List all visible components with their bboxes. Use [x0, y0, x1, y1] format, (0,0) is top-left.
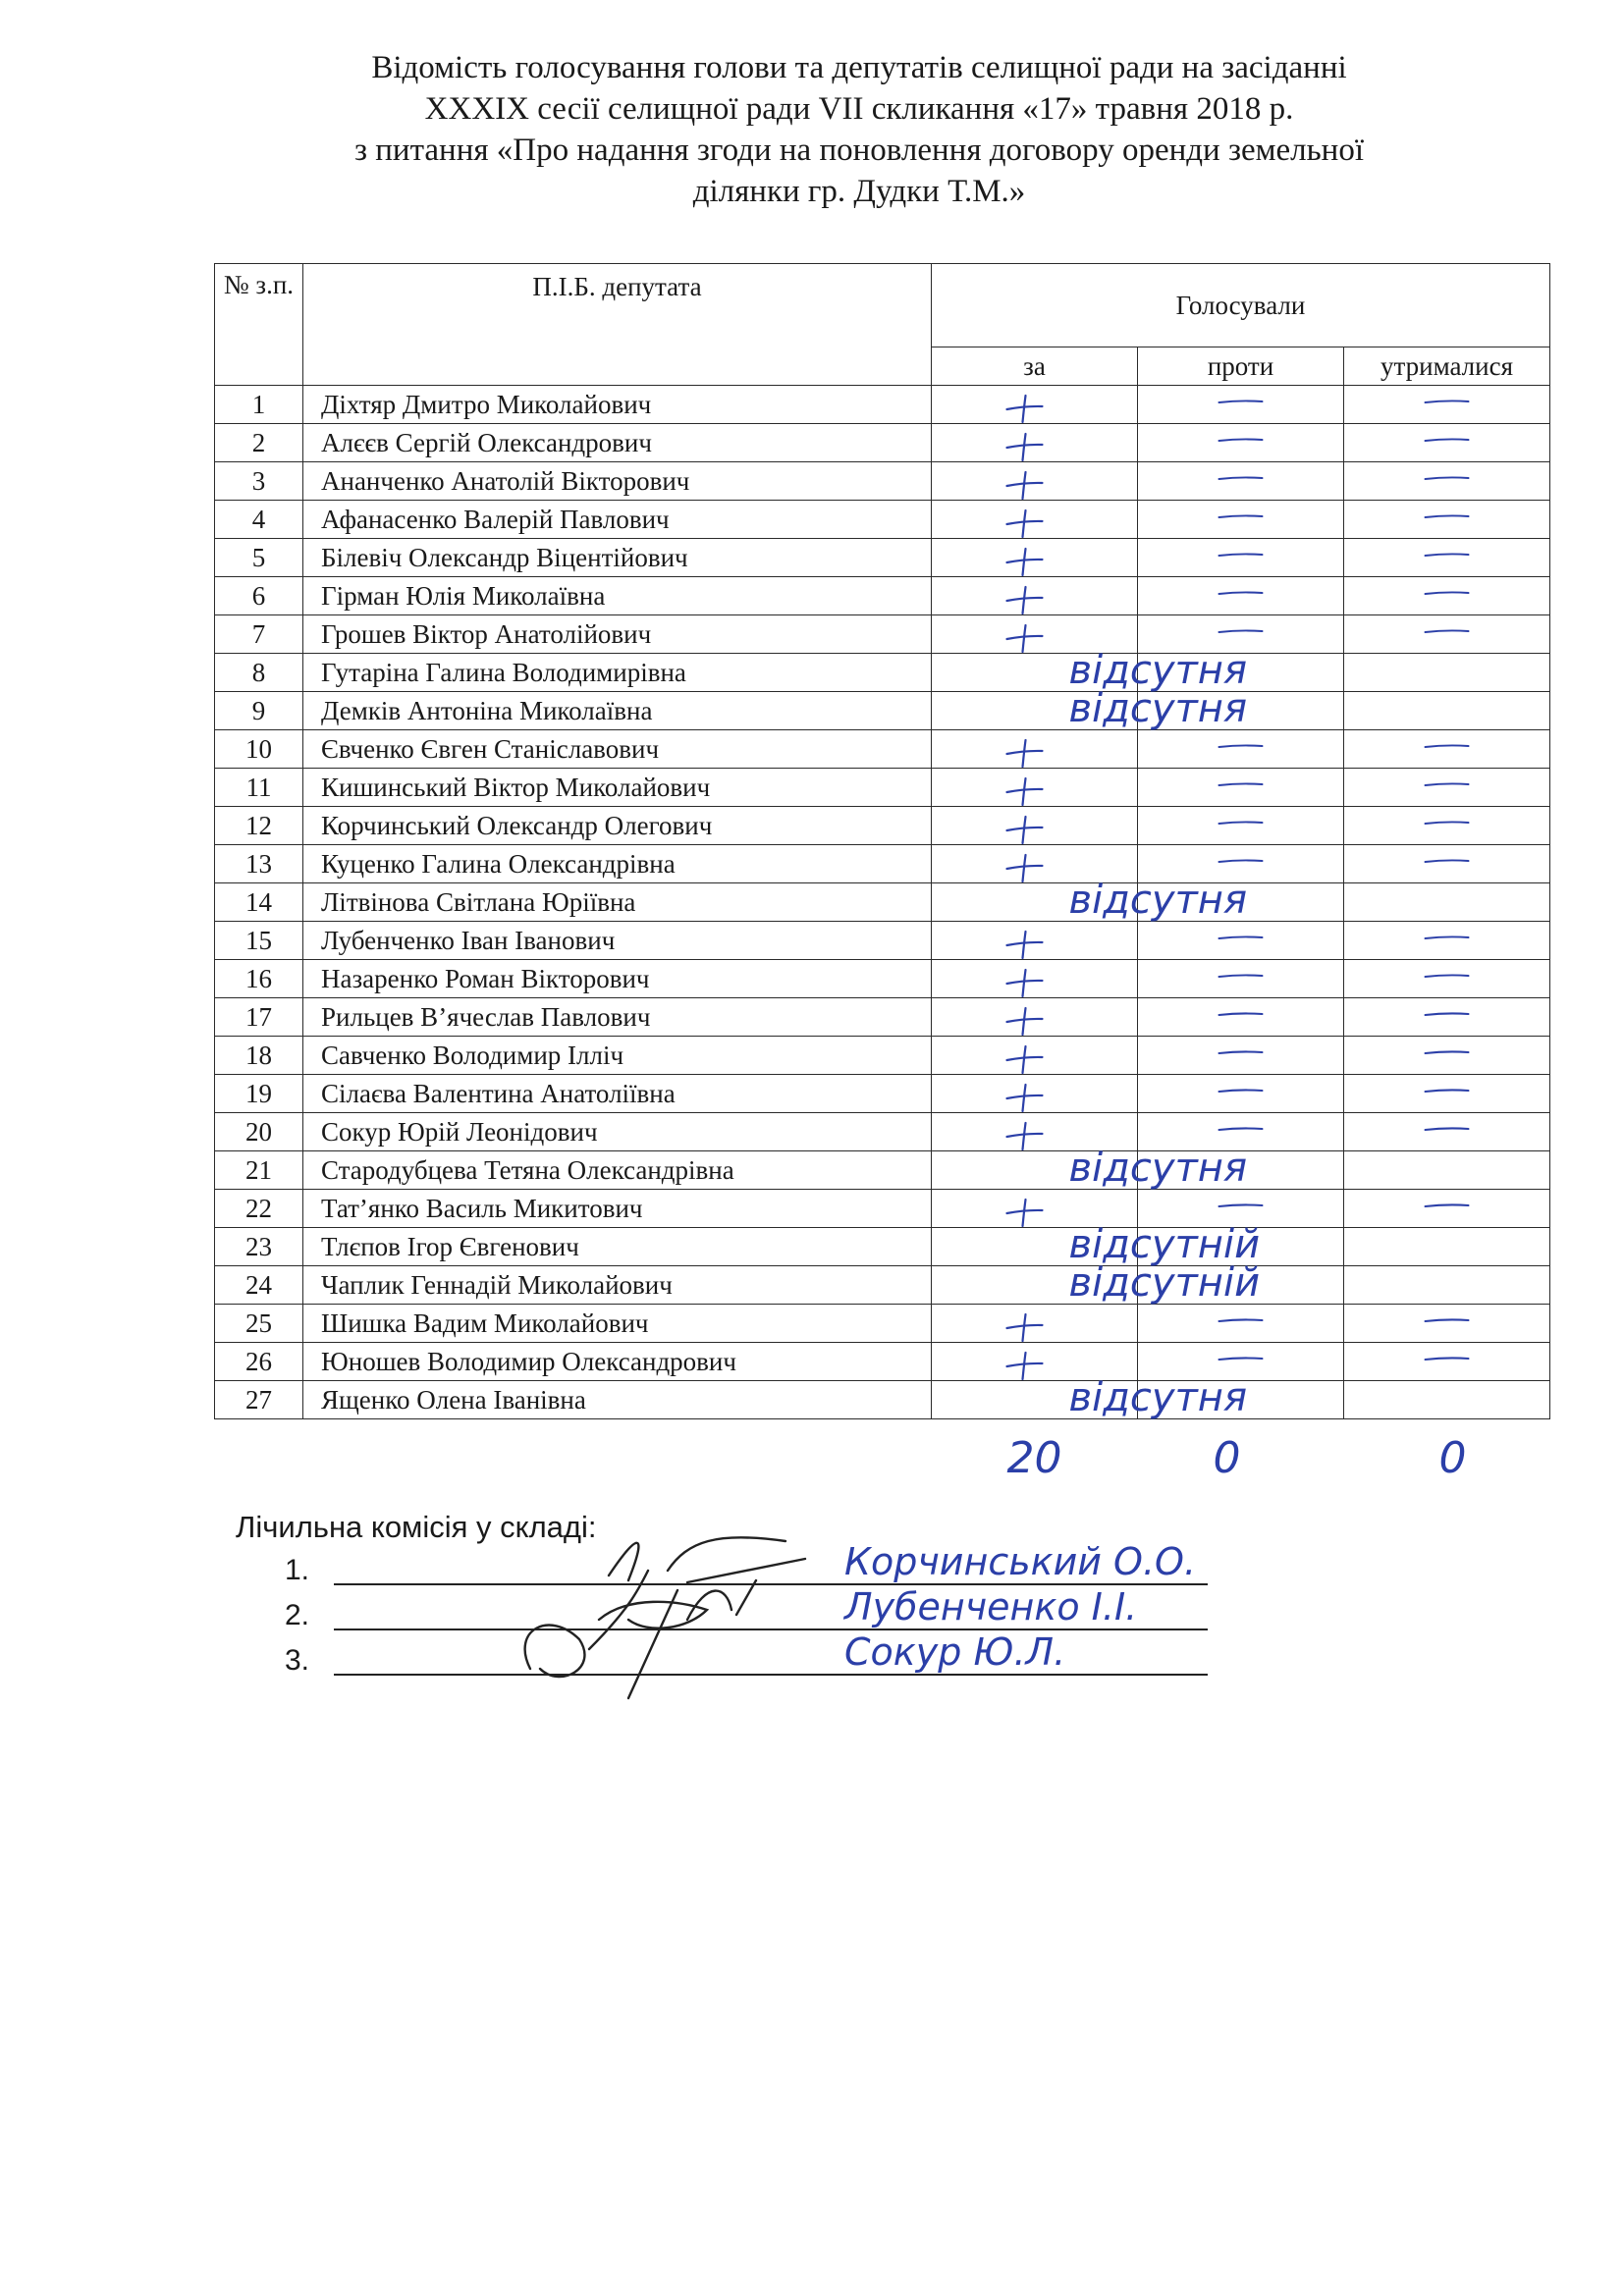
- vote-abstained-cell: [1344, 386, 1550, 424]
- row-number: 3: [215, 462, 303, 501]
- deputy-name: Лубенченко Іван Іванович: [303, 922, 932, 960]
- table-row: [215, 539, 1550, 577]
- vote-against-cell: [1138, 922, 1344, 960]
- absent-note: відсутня: [1068, 685, 1248, 731]
- row-number: 5: [215, 539, 303, 577]
- table-row: [215, 424, 1550, 462]
- row-number: 10: [215, 730, 303, 769]
- vote-for-cell: [932, 1305, 1138, 1343]
- vote-abstained-cell: [1344, 424, 1550, 462]
- table-row: [215, 1151, 1550, 1190]
- vote-against-cell: [1138, 998, 1344, 1037]
- table-row: [215, 1228, 1550, 1266]
- row-number: 9: [215, 692, 303, 730]
- deputy-name: Євченко Євген Станіславович: [303, 730, 932, 769]
- vote-against-cell: [1138, 769, 1344, 807]
- deputy-name: Чаплик Геннадій Миколайович: [303, 1266, 932, 1305]
- row-number: 16: [215, 960, 303, 998]
- deputy-name: Ященко Олена Іванівна: [303, 1381, 932, 1419]
- deputy-name: Гірман Юлія Миколаївна: [303, 577, 932, 615]
- deputy-name: Сокур Юрій Леонідович: [303, 1113, 932, 1151]
- row-number: 13: [215, 845, 303, 883]
- absent-note: відсутня: [1068, 1374, 1248, 1420]
- table-row: [215, 615, 1550, 654]
- deputy-name: Білевіч Олександр Віцентійович: [303, 539, 932, 577]
- table-row: [215, 1305, 1550, 1343]
- vote-against-cell: [1138, 424, 1344, 462]
- vote-abstained-cell: [1344, 1075, 1550, 1113]
- vote-abstained-cell: [1344, 922, 1550, 960]
- table-row: [215, 462, 1550, 501]
- vote-against-cell: [1138, 501, 1344, 539]
- vote-against-cell: [1138, 960, 1344, 998]
- row-number: 27: [215, 1381, 303, 1419]
- vote-abstained-cell: [1344, 1228, 1550, 1266]
- table-row: [215, 922, 1550, 960]
- header-against: проти: [1138, 347, 1344, 386]
- absent-note: відсутній: [1068, 1259, 1261, 1306]
- vote-abstained-cell: [1344, 883, 1550, 922]
- table-row: [215, 1266, 1550, 1305]
- table-row: [215, 730, 1550, 769]
- vote-abstained-cell: [1344, 1151, 1550, 1190]
- deputy-name: Грошев Віктор Анатолійович: [303, 615, 932, 654]
- vote-against-cell: [1138, 1037, 1344, 1075]
- title-line-4: ділянки гр. Дудки Т.М.»: [692, 174, 1026, 209]
- header-number: № з.п.: [215, 264, 303, 386]
- table-row: [215, 1381, 1550, 1419]
- row-number: 17: [215, 998, 303, 1037]
- row-number: 21: [215, 1151, 303, 1190]
- deputy-name: Савченко Володимир Ілліч: [303, 1037, 932, 1075]
- absent-note: відсутній: [1068, 1221, 1261, 1267]
- vote-abstained-cell: [1344, 577, 1550, 615]
- table-row: [215, 960, 1550, 998]
- deputy-name: Стародубцева Тетяна Олександрівна: [303, 1151, 932, 1190]
- row-number: 22: [215, 1190, 303, 1228]
- document-title: [226, 47, 1492, 212]
- row-number: 14: [215, 883, 303, 922]
- signature-line: [334, 1674, 1208, 1676]
- member-name: Сокур Ю.Л.: [844, 1630, 1066, 1674]
- vote-for-cell: [932, 386, 1138, 424]
- vote-against-cell: [1138, 1305, 1344, 1343]
- table-row: [215, 692, 1550, 730]
- vote-abstained-cell: [1344, 1037, 1550, 1075]
- vote-abstained-cell: [1344, 1266, 1550, 1305]
- row-number: 4: [215, 501, 303, 539]
- row-number: 7: [215, 615, 303, 654]
- signature-scribble: [609, 1537, 805, 1582]
- table-row: [215, 1113, 1550, 1151]
- member-name: Корчинський О.О.: [844, 1540, 1197, 1583]
- vote-abstained-cell: [1344, 1190, 1550, 1228]
- vote-abstained-cell: [1344, 730, 1550, 769]
- title-line-3: з питання «Про надання згоди на поновлення договору оренди земельної: [353, 133, 1365, 168]
- table-row: [215, 501, 1550, 539]
- vote-for-cell: [932, 462, 1138, 501]
- title-line-2: XXXIX сесії селищної ради VII скликання «17» травня 2018 р.: [424, 91, 1294, 127]
- deputy-name: Кишинський Віктор Миколайович: [303, 769, 932, 807]
- signature-line: [334, 1629, 1208, 1630]
- vote-against-cell: [1138, 386, 1344, 424]
- vote-for-cell: [932, 577, 1138, 615]
- total-abstained: 0: [1438, 1432, 1467, 1483]
- table-row: [215, 807, 1550, 845]
- absent-note: відсутня: [1068, 1145, 1248, 1191]
- row-number: 15: [215, 922, 303, 960]
- deputy-name: Афанасенко Валерій Павлович: [303, 501, 932, 539]
- header-abstained: утрималися: [1344, 347, 1550, 386]
- title-line-1: Відомість голосування голови та депутатів селищної ради на засіданні: [371, 50, 1347, 85]
- vote-abstained-cell: [1344, 539, 1550, 577]
- deputy-name: Гутаріна Галина Володимирівна: [303, 654, 932, 692]
- row-number: 25: [215, 1305, 303, 1343]
- header-name: П.І.Б. депутата: [303, 264, 932, 386]
- deputy-name: Ананченко Анатолій Вікторович: [303, 462, 932, 501]
- deputy-name: Шишка Вадим Миколайович: [303, 1305, 932, 1343]
- vote-for-cell: [932, 1075, 1138, 1113]
- vote-against-cell: [1138, 730, 1344, 769]
- deputy-name: Літвінова Світлана Юріївна: [303, 883, 932, 922]
- table-row: [215, 386, 1550, 424]
- vote-abstained-cell: [1344, 769, 1550, 807]
- deputy-name: Алєєв Сергій Олександрович: [303, 424, 932, 462]
- vote-abstained-cell: [1344, 998, 1550, 1037]
- vote-abstained-cell: [1344, 1305, 1550, 1343]
- deputy-name: Тат’янко Василь Микитович: [303, 1190, 932, 1228]
- deputy-name: Юношев Володимир Олександрович: [303, 1343, 932, 1381]
- table-row: [215, 845, 1550, 883]
- commission-label: Лічильна комісія у складі:: [236, 1510, 597, 1544]
- vote-against-cell: [1138, 1075, 1344, 1113]
- vote-abstained-cell: [1344, 1381, 1550, 1419]
- header-voted: Голосували: [932, 264, 1550, 347]
- table-row: [215, 1190, 1550, 1228]
- vote-abstained-cell: [1344, 960, 1550, 998]
- table-row: [215, 1075, 1550, 1113]
- row-number: 8: [215, 654, 303, 692]
- row-number: 1: [215, 386, 303, 424]
- table-row: [215, 883, 1550, 922]
- header-for: за: [932, 347, 1138, 386]
- table-row: [215, 1343, 1550, 1381]
- table-row: [215, 1037, 1550, 1075]
- row-number: 6: [215, 577, 303, 615]
- deputy-name: Назаренко Роман Вікторович: [303, 960, 932, 998]
- total-against: 0: [1213, 1432, 1241, 1483]
- vote-for-cell: [932, 424, 1138, 462]
- deputy-name: Куценко Галина Олександрівна: [303, 845, 932, 883]
- vote-abstained-cell: [1344, 807, 1550, 845]
- table-row: [215, 998, 1550, 1037]
- total-for: 20: [1006, 1432, 1062, 1483]
- vote-for-cell: [932, 807, 1138, 845]
- voting-table: [214, 263, 1550, 1419]
- vote-for-cell: [932, 730, 1138, 769]
- deputy-name: Рильцев В’ячеслав Павлович: [303, 998, 932, 1037]
- vote-for-cell: [932, 1037, 1138, 1075]
- vote-against-cell: [1138, 462, 1344, 501]
- row-number: 24: [215, 1266, 303, 1305]
- member-name: Лубенченко І.І.: [844, 1585, 1138, 1629]
- table-row: [215, 654, 1550, 692]
- deputy-name: Діхтяр Дмитро Миколайович: [303, 386, 932, 424]
- member-number: 2.: [285, 1599, 310, 1631]
- vote-abstained-cell: [1344, 501, 1550, 539]
- deputy-name: Тлєпов Ігор Євгенович: [303, 1228, 932, 1266]
- signature-scribble: [525, 1571, 677, 1698]
- row-number: 12: [215, 807, 303, 845]
- row-number: 20: [215, 1113, 303, 1151]
- vote-abstained-cell: [1344, 692, 1550, 730]
- absent-note: відсутня: [1068, 647, 1248, 693]
- member-number: 3.: [285, 1644, 310, 1677]
- vote-for-cell: [932, 769, 1138, 807]
- row-number: 19: [215, 1075, 303, 1113]
- deputy-name: Корчинський Олександр Олегович: [303, 807, 932, 845]
- row-number: 11: [215, 769, 303, 807]
- member-number: 1.: [285, 1554, 310, 1586]
- absent-note: відсутня: [1068, 877, 1248, 923]
- row-number: 18: [215, 1037, 303, 1075]
- vote-for-cell: [932, 960, 1138, 998]
- vote-for-cell: [932, 501, 1138, 539]
- vote-abstained-cell: [1344, 1343, 1550, 1381]
- vote-against-cell: [1138, 577, 1344, 615]
- vote-abstained-cell: [1344, 1113, 1550, 1151]
- vote-against-cell: [1138, 539, 1344, 577]
- row-number: 2: [215, 424, 303, 462]
- vote-for-cell: [932, 922, 1138, 960]
- vote-against-cell: [1138, 807, 1344, 845]
- row-number: 23: [215, 1228, 303, 1266]
- vote-abstained-cell: [1344, 462, 1550, 501]
- signature-scribble: [599, 1580, 756, 1629]
- vote-abstained-cell: [1344, 654, 1550, 692]
- table-row: [215, 769, 1550, 807]
- vote-for-cell: [932, 998, 1138, 1037]
- row-number: 26: [215, 1343, 303, 1381]
- table-row: [215, 577, 1550, 615]
- deputy-name: Демків Антоніна Миколаївна: [303, 692, 932, 730]
- vote-for-cell: [932, 539, 1138, 577]
- deputy-name: Сілаєва Валентина Анатоліївна: [303, 1075, 932, 1113]
- vote-abstained-cell: [1344, 845, 1550, 883]
- vote-abstained-cell: [1344, 615, 1550, 654]
